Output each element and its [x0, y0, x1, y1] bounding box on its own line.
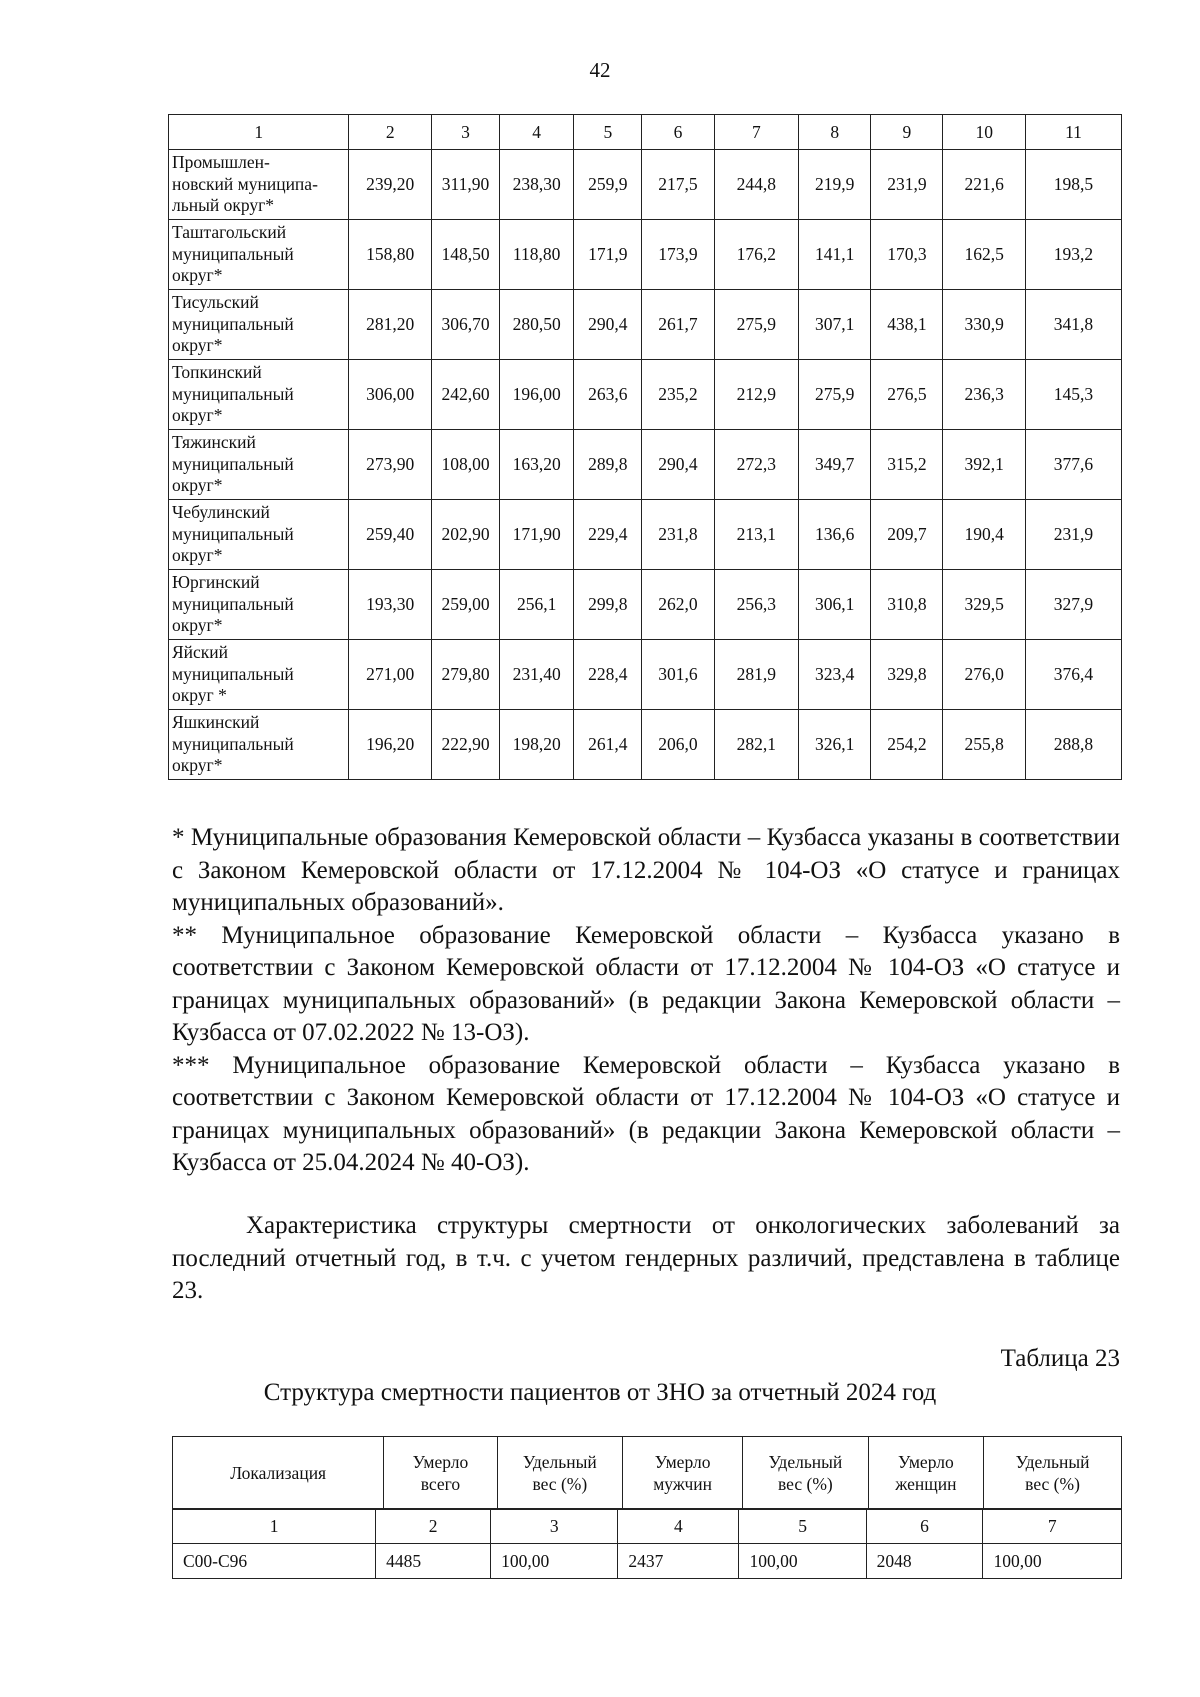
municipal-data-table [168, 114, 1122, 780]
value-cell: 256,3 [714, 570, 799, 640]
value-cell: 229,4 [574, 500, 642, 570]
page-number: 42 [589, 58, 611, 82]
value-cell: 148,50 [431, 220, 499, 290]
municipality-name-cell [169, 220, 349, 290]
value-cell: 202,90 [431, 500, 499, 570]
municipality-name-cell [169, 430, 349, 500]
value-cell: 239,20 [349, 150, 432, 220]
column-number-cell: 4 [618, 1509, 739, 1544]
value-cell: 392,1 [943, 430, 1026, 500]
table23-header [172, 1436, 1122, 1510]
value-cell: 196,00 [500, 360, 574, 430]
municipality-name-cell [169, 290, 349, 360]
municipality-name-line: муниципальный [172, 243, 294, 264]
municipality-name-line: Яйский [172, 642, 229, 663]
value-cell: 299,8 [574, 570, 642, 640]
municipality-name-line: округ* [172, 545, 223, 566]
value-cell: 341,8 [1025, 290, 1121, 360]
value-cell: 231,9 [1025, 500, 1121, 570]
value-cell: 198,20 [500, 710, 574, 780]
value-cell: 2048 [866, 1544, 983, 1579]
value-cell: 118,80 [500, 220, 574, 290]
municipality-name-line: Юргинский [172, 572, 260, 593]
value-cell: 279,80 [431, 640, 499, 710]
column-number-cell: 10 [943, 115, 1026, 150]
column-number-cell: 9 [871, 115, 943, 150]
value-cell: 290,4 [642, 430, 714, 500]
value-cell: 290,4 [574, 290, 642, 360]
value-cell: 100,00 [983, 1544, 1122, 1579]
value-cell: 193,2 [1025, 220, 1121, 290]
value-cell: 329,5 [943, 570, 1026, 640]
value-cell: 326,1 [799, 710, 871, 780]
value-cell: 255,8 [943, 710, 1026, 780]
value-cell: 306,1 [799, 570, 871, 640]
value-cell: 272,3 [714, 430, 799, 500]
value-cell: 238,30 [500, 150, 574, 220]
value-cell: 196,20 [349, 710, 432, 780]
municipality-name-cell [169, 500, 349, 570]
municipality-name-line: муниципальный [172, 453, 294, 474]
column-number-cell: 2 [349, 115, 432, 150]
municipality-name-line: округ* [172, 755, 223, 776]
table-header-row [169, 115, 1122, 150]
value-cell: 176,2 [714, 220, 799, 290]
municipality-name-line: муниципальный [172, 663, 294, 684]
value-cell: 231,9 [871, 150, 943, 220]
value-cell: 213,1 [714, 500, 799, 570]
column-header-cell [868, 1437, 983, 1510]
column-header-cell [623, 1437, 743, 1510]
value-cell: 315,2 [871, 430, 943, 500]
value-cell: 281,9 [714, 640, 799, 710]
value-cell: 217,5 [642, 150, 714, 220]
column-header-line: вес (%) [778, 1474, 833, 1494]
municipality-name-line: Таштагольский [172, 222, 287, 243]
value-cell: 145,3 [1025, 360, 1121, 430]
value-cell: 171,9 [574, 220, 642, 290]
value-cell: 323,4 [799, 640, 871, 710]
value-cell: 212,9 [714, 360, 799, 430]
column-header-line: всего [420, 1474, 461, 1494]
value-cell: 275,9 [714, 290, 799, 360]
intro-paragraph: Характеристика структуры смертности от онкологических заболеваний за последний отчетный год, в т.ч. с учетом гендерных различий, представлена в таблице 23. [172, 1212, 1120, 1304]
column-number-cell: 6 [642, 115, 714, 150]
column-number-cell: 8 [799, 115, 871, 150]
table-row [169, 150, 1122, 220]
column-number-cell: 7 [714, 115, 799, 150]
value-cell: 2437 [618, 1544, 739, 1579]
column-header-line: Удельный [522, 1452, 597, 1472]
column-number-cell: 4 [500, 115, 574, 150]
table-row [169, 710, 1122, 780]
column-header-line: Умерло [898, 1452, 954, 1472]
value-cell: 244,8 [714, 150, 799, 220]
value-cell: 301,6 [642, 640, 714, 710]
footnote-paragraph: ** Муниципальное образование Кемеровской области – Кузбасса указано в соответствии с Законом Кемеровской области от 17.12.2004 № 104-ОЗ «О статусе и границах муниципальных образований» (в редакции Закона Кемеровской области – Кузбасса от 07.02.2022 № 13-ОЗ). [172, 921, 1120, 1046]
table-row [169, 500, 1122, 570]
municipality-name-line: муниципальный [172, 593, 294, 614]
footnote-paragraph: *** Муниципальное образование Кемеровской области – Кузбасса указано в соответствии с Законом Кемеровской области от 17.12.2004 № 104-ОЗ «О статусе и границах муниципальных образований» (в редакции Закона Кемеровской области – Кузбасса от 25.04.2024 № 40-ОЗ). [172, 1051, 1120, 1176]
municipality-name-cell [169, 360, 349, 430]
value-cell: 190,4 [943, 500, 1026, 570]
value-cell: 231,8 [642, 500, 714, 570]
municipality-name-cell [169, 150, 349, 220]
column-number-cell: 6 [866, 1509, 983, 1544]
table23-body [172, 1508, 1122, 1579]
value-cell: 236,3 [943, 360, 1026, 430]
column-number-row [173, 1509, 1122, 1544]
value-cell: 259,00 [431, 570, 499, 640]
municipality-name-line: округ* [172, 475, 223, 496]
municipality-name-line: округ* [172, 405, 223, 426]
table-label: Таблица 23 [1000, 1345, 1120, 1372]
municipality-name-line: округ* [172, 615, 223, 636]
value-cell: 281,20 [349, 290, 432, 360]
column-header-cell [173, 1437, 384, 1510]
value-cell: 261,7 [642, 290, 714, 360]
value-cell: 349,7 [799, 430, 871, 500]
value-cell: 136,6 [799, 500, 871, 570]
value-cell: 282,1 [714, 710, 799, 780]
value-cell: 273,90 [349, 430, 432, 500]
column-header-line: Умерло [412, 1452, 469, 1472]
municipality-name-line: Чебулинский [172, 502, 270, 523]
column-header-cell [743, 1437, 869, 1510]
municipality-name-line: округ* [172, 335, 223, 356]
value-cell: 276,5 [871, 360, 943, 430]
column-number-cell: 11 [1025, 115, 1121, 150]
value-cell: 263,6 [574, 360, 642, 430]
value-cell: 259,9 [574, 150, 642, 220]
value-cell: 306,70 [431, 290, 499, 360]
value-cell: 141,1 [799, 220, 871, 290]
value-cell: 327,9 [1025, 570, 1121, 640]
value-cell: 193,30 [349, 570, 432, 640]
column-header-line: вес (%) [532, 1474, 588, 1494]
value-cell: 100,00 [491, 1544, 618, 1579]
value-cell: 170,3 [871, 220, 943, 290]
column-number-cell: 2 [376, 1509, 491, 1544]
table-row [173, 1544, 1122, 1579]
column-header-line: Удельный [768, 1452, 843, 1472]
column-header-line: мужчин [653, 1474, 712, 1494]
table-row [169, 430, 1122, 500]
footnote-paragraph: * Муниципальные образования Кемеровской области – Кузбасса указаны в соответствии с Законом Кемеровской области от 17.12.2004 № 104-ОЗ «О статусе и границах муниципальных образований». [172, 824, 1120, 916]
column-number-cell: 3 [491, 1509, 618, 1544]
column-number-cell: 3 [431, 115, 499, 150]
value-cell: 259,40 [349, 500, 432, 570]
value-cell: 310,8 [871, 570, 943, 640]
value-cell: 108,00 [431, 430, 499, 500]
municipality-name-line: округ * [172, 685, 227, 706]
table-row [169, 360, 1122, 430]
value-cell: 222,90 [431, 710, 499, 780]
value-cell: 209,7 [871, 500, 943, 570]
municipality-name-line: муниципальный [172, 313, 294, 334]
municipality-name-line: Топкинский [172, 362, 262, 383]
municipality-name-line: округ* [172, 265, 223, 286]
footnotes [172, 822, 1120, 1180]
value-cell: 254,2 [871, 710, 943, 780]
column-header-cell [984, 1437, 1122, 1510]
municipality-name-cell [169, 710, 349, 780]
column-header-line: вес (%) [1025, 1474, 1080, 1494]
value-cell: 271,00 [349, 640, 432, 710]
column-header-line: Локализация [230, 1463, 327, 1483]
value-cell: 173,9 [642, 220, 714, 290]
column-number-cell: 5 [574, 115, 642, 150]
table-row [169, 640, 1122, 710]
value-cell: 306,00 [349, 360, 432, 430]
value-cell: 329,8 [871, 640, 943, 710]
municipality-name-line: Тяжинский [172, 432, 256, 453]
value-cell: 280,50 [500, 290, 574, 360]
municipality-name-cell [169, 570, 349, 640]
value-cell: 330,9 [943, 290, 1026, 360]
value-cell: 438,1 [871, 290, 943, 360]
column-number-cell: 1 [169, 115, 349, 150]
value-cell: 311,90 [431, 150, 499, 220]
value-cell: 256,1 [500, 570, 574, 640]
value-cell: 261,4 [574, 710, 642, 780]
value-cell: 276,0 [943, 640, 1026, 710]
column-header-line: Удельный [1015, 1452, 1090, 1472]
table-title: Структура смертности пациентов от ЗНО за отчетный 2024 год [263, 1379, 937, 1406]
column-header-cell [384, 1437, 497, 1510]
municipality-name-line: новский муниципа- [172, 173, 318, 194]
value-cell: 275,9 [799, 360, 871, 430]
column-number-cell: 1 [173, 1509, 376, 1544]
table-row [169, 290, 1122, 360]
column-header-cell [497, 1437, 623, 1510]
value-cell: 4485 [376, 1544, 491, 1579]
value-cell: 221,6 [943, 150, 1026, 220]
municipality-name-line: Яшкинский [172, 712, 260, 733]
municipality-name-line: муниципальный [172, 383, 294, 404]
column-header-line: Умерло [654, 1452, 711, 1472]
value-cell: 171,90 [500, 500, 574, 570]
value-cell: 377,6 [1025, 430, 1121, 500]
value-cell: 376,4 [1025, 640, 1121, 710]
localization-cell: С00-С96 [173, 1544, 376, 1579]
value-cell: 206,0 [642, 710, 714, 780]
municipality-name-cell [169, 640, 349, 710]
value-cell: 289,8 [574, 430, 642, 500]
column-header-line: женщин [895, 1474, 957, 1494]
municipality-name-line: муниципальный [172, 733, 294, 754]
value-cell: 158,80 [349, 220, 432, 290]
municipality-name-line: муниципальный [172, 523, 294, 544]
municipality-name-line: Промышлен- [172, 152, 270, 173]
value-cell: 198,5 [1025, 150, 1121, 220]
value-cell: 235,2 [642, 360, 714, 430]
value-cell: 162,5 [943, 220, 1026, 290]
municipality-name-line: льный округ* [172, 195, 275, 216]
value-cell: 262,0 [642, 570, 714, 640]
value-cell: 100,00 [739, 1544, 866, 1579]
value-cell: 242,60 [431, 360, 499, 430]
value-cell: 163,20 [500, 430, 574, 500]
value-cell: 307,1 [799, 290, 871, 360]
value-cell: 231,40 [500, 640, 574, 710]
value-cell: 288,8 [1025, 710, 1121, 780]
table-row [169, 570, 1122, 640]
column-number-cell: 5 [739, 1509, 866, 1544]
value-cell: 219,9 [799, 150, 871, 220]
table-row [169, 220, 1122, 290]
municipality-name-line: Тисульский [172, 292, 259, 313]
column-number-cell: 7 [983, 1509, 1122, 1544]
value-cell: 228,4 [574, 640, 642, 710]
